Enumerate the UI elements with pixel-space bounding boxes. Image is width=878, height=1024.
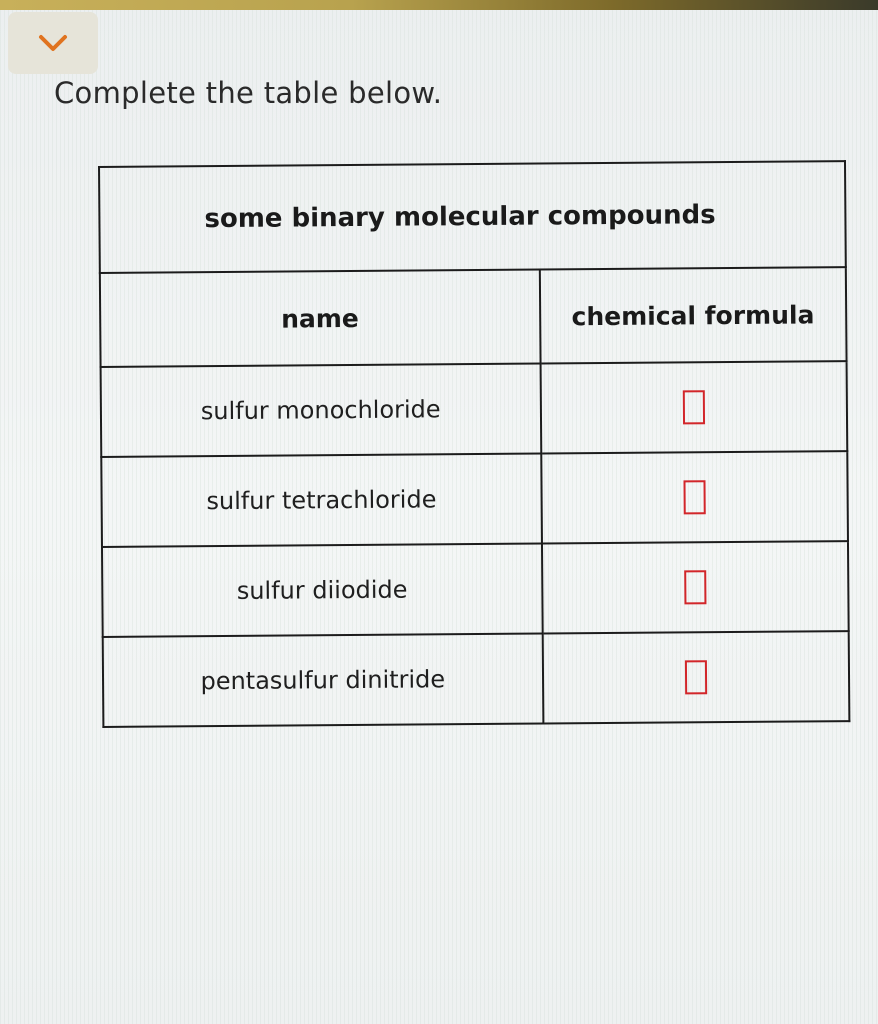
header-chemical-formula: chemical formula (539, 267, 846, 363)
instruction-text: Complete the table below. (54, 76, 443, 110)
table-header-row (100, 267, 847, 367)
formula-answer-input[interactable] (683, 480, 705, 514)
formula-cell (542, 541, 849, 633)
collapse-button[interactable] (8, 12, 98, 74)
table-row (103, 631, 850, 727)
formula-answer-input[interactable] (683, 390, 705, 424)
table-row (101, 451, 848, 547)
top-strip (0, 0, 878, 10)
compound-name: sulfur monochloride (101, 364, 541, 457)
compound-name: sulfur tetrachloride (101, 454, 541, 547)
chevron-down-icon (38, 33, 68, 53)
formula-answer-input[interactable] (685, 660, 707, 694)
compound-name: pentasulfur dinitride (103, 634, 543, 727)
table-caption: some binary molecular compounds (99, 161, 846, 273)
formula-cell (541, 451, 848, 543)
header-name: name (100, 270, 540, 367)
compound-name: sulfur diiodide (102, 544, 542, 637)
table-caption-row (99, 161, 846, 273)
formula-cell (542, 631, 849, 723)
table-row (101, 361, 848, 457)
formula-cell (540, 361, 847, 453)
table-row (102, 541, 849, 637)
formula-answer-input[interactable] (684, 570, 706, 604)
compounds-table (98, 160, 850, 728)
